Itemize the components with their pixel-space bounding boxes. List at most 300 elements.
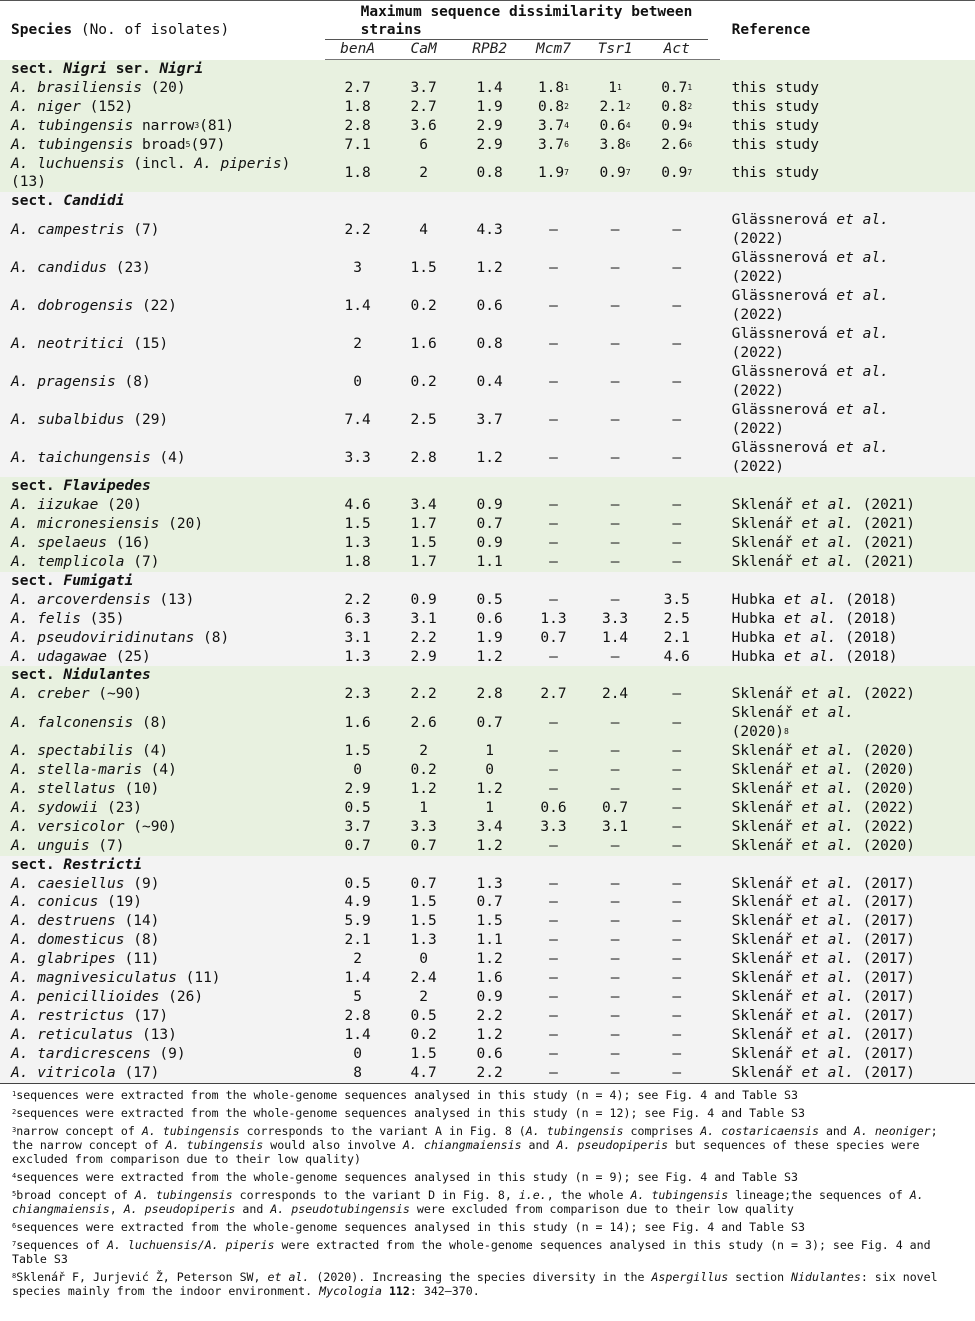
reference-author: Sklenář	[731, 516, 802, 533]
footnote-text: sequences were extracted from the whole-genome sequences analysed in this study (n = 14); see Fig. 4 and Table S3	[16, 1220, 805, 1234]
isolate-count: (8)	[124, 932, 160, 949]
value-text: 3.3	[601, 610, 629, 627]
value-RPB2	[457, 780, 523, 799]
table-row	[0, 136, 975, 155]
value-text: –	[610, 221, 620, 238]
reference-etal: et al.	[836, 250, 889, 267]
value-RPB2	[457, 154, 523, 192]
footnote-text: section	[728, 1270, 792, 1284]
value-text: –	[549, 714, 558, 731]
value-Tsr1	[584, 875, 646, 894]
spacer-cell	[708, 893, 720, 912]
value-text: –	[549, 932, 558, 949]
value-text: 0.8	[476, 335, 503, 352]
species-cell	[0, 439, 325, 477]
isolate-count: (152)	[80, 98, 134, 115]
value-Mcm7	[523, 325, 585, 363]
value-CaM	[391, 211, 457, 249]
value-Mcm7	[523, 893, 585, 912]
value-text: 3.3	[344, 449, 371, 466]
reference-etal: et al.	[801, 1045, 854, 1062]
reference-etal: et al.	[784, 610, 837, 627]
species-cell	[0, 893, 325, 912]
value-text: –	[610, 449, 620, 466]
isolate-count: (19)	[98, 894, 142, 911]
value-text: –	[610, 875, 620, 892]
section-name: Nigri	[63, 60, 108, 77]
value-text: 5.9	[344, 913, 371, 930]
value-Act	[646, 496, 708, 515]
reference-text: this study	[731, 79, 819, 96]
section-name: Candidi	[63, 193, 125, 210]
value-Mcm7	[523, 1064, 585, 1083]
footnote-text: Nidulantes	[791, 1270, 861, 1284]
value-CaM	[391, 761, 457, 780]
value-text: 0.9	[661, 117, 688, 134]
value-text: –	[610, 497, 620, 514]
table-row	[0, 629, 975, 648]
reference-text: this study	[731, 164, 819, 181]
reference-cell	[720, 553, 975, 572]
value-text: –	[549, 648, 558, 665]
species-cell	[0, 610, 325, 629]
value-benA	[325, 553, 391, 572]
table-row	[0, 591, 975, 610]
value-Tsr1	[584, 685, 646, 704]
value-Tsr1	[584, 1026, 646, 1045]
reference-cell	[720, 648, 975, 667]
species-name: A. glabripes	[11, 951, 116, 968]
value-CaM	[391, 931, 457, 950]
value-CaM	[391, 893, 457, 912]
value-text: –	[549, 1026, 558, 1043]
value-text: –	[672, 818, 682, 835]
value-text: –	[672, 799, 682, 816]
value-Tsr1	[584, 515, 646, 534]
value-Tsr1	[584, 211, 646, 249]
value-Act	[646, 912, 708, 931]
value-CaM	[391, 363, 457, 401]
reference-author: Hubka	[731, 610, 785, 627]
value-CaM	[391, 136, 457, 155]
value-text: –	[672, 297, 682, 314]
value-text: 1.1	[476, 553, 503, 570]
value-text: 2.1	[344, 932, 371, 949]
reference-etal: et al.	[836, 326, 889, 343]
species-name-2: A. piperis	[194, 156, 282, 173]
value-RPB2	[457, 931, 523, 950]
reference-etal: et al.	[801, 705, 854, 722]
value-benA	[325, 988, 391, 1007]
value-text: 1	[485, 799, 495, 816]
value-text: –	[610, 1007, 620, 1024]
isolate-count: (13)	[150, 591, 195, 608]
value-text: –	[610, 297, 620, 314]
table-row	[0, 950, 975, 969]
value-text: –	[672, 743, 682, 760]
isolate-count: (13)	[133, 1026, 177, 1043]
reference-cell	[720, 893, 975, 912]
species-name: A. reticulatus	[11, 1026, 134, 1043]
species-qualifier: narrow	[133, 117, 195, 134]
reference-etal: et al.	[801, 875, 854, 892]
value-text: 1.8	[537, 79, 565, 96]
isolate-count: (8)	[133, 714, 169, 731]
value-text: –	[549, 989, 558, 1005]
table-row	[0, 875, 975, 894]
section-header-row	[0, 192, 975, 211]
isolate-count: (23)	[98, 799, 142, 816]
isolate-count: (16)	[107, 535, 151, 552]
species-cell	[0, 1026, 325, 1045]
reference-cell	[720, 515, 975, 534]
species-cell	[0, 136, 325, 155]
value-text: 4.3	[476, 221, 503, 238]
superscript: 8	[12, 1272, 17, 1280]
value-Mcm7	[523, 799, 585, 818]
reference-author: Sklenář	[731, 951, 802, 968]
footnote-text: narrow concept of	[16, 1124, 142, 1138]
spacer-cell	[708, 1007, 720, 1026]
value-Act	[646, 629, 708, 648]
value-text: –	[610, 259, 620, 276]
value-text: 8	[353, 1064, 362, 1081]
value-Mcm7	[523, 1007, 585, 1026]
reference-author: Sklenář	[731, 913, 802, 930]
value-text: 1.9	[476, 629, 503, 646]
value-Mcm7	[523, 629, 585, 648]
spacer-cell	[708, 136, 720, 155]
reference-etal: et al.	[801, 553, 854, 570]
reference-year: (2021)	[853, 516, 915, 533]
value-text: 1.2	[410, 781, 437, 798]
value-text: –	[610, 535, 620, 552]
reference-etal: et al.	[836, 288, 889, 305]
value-benA	[325, 780, 391, 799]
value-RPB2	[457, 211, 523, 249]
footnote-1	[0, 1088, 975, 1102]
table-row	[0, 98, 975, 117]
value-text: 1.5	[344, 743, 371, 760]
value-Mcm7	[523, 610, 585, 629]
value-text: 3.1	[410, 610, 437, 627]
value-benA	[325, 912, 391, 931]
reference-cell	[720, 610, 975, 629]
footnote-text: sequences of	[16, 1238, 107, 1252]
footnote-text: A. pseudopiperis	[123, 1202, 236, 1216]
reference-etal: et al.	[801, 516, 854, 533]
superscript: 7	[687, 167, 693, 177]
footnote-text: A. pseudopiperis	[556, 1138, 669, 1152]
value-CaM	[391, 79, 457, 98]
value-text: 2.6	[410, 714, 437, 731]
reference-author: Sklenář	[731, 818, 802, 835]
value-text: 2.1	[599, 98, 626, 115]
reference-year: (2022)	[853, 818, 915, 835]
value-text: –	[610, 1045, 620, 1062]
value-Mcm7	[523, 591, 585, 610]
value-Act	[646, 1064, 708, 1083]
reference-etal: et al.	[784, 591, 837, 608]
value-RPB2	[457, 98, 523, 117]
value-text: –	[610, 591, 620, 608]
footnote-text: A. tubingensis	[165, 1138, 264, 1152]
isolate-count: (4)	[133, 743, 169, 760]
reference-cell	[720, 401, 975, 439]
value-Act	[646, 799, 708, 818]
reference-cell	[720, 117, 975, 136]
value-CaM	[391, 818, 457, 837]
value-text: 2.2	[410, 686, 437, 703]
footnote-text: A. tubingensis	[525, 1124, 624, 1138]
superscript: 4	[687, 120, 693, 130]
reference-etal: et al.	[801, 1026, 854, 1043]
spacer-cell	[708, 515, 720, 534]
value-text: –	[549, 1007, 558, 1024]
isolate-count: (7)	[124, 221, 160, 238]
value-text: 0.7	[661, 79, 688, 96]
section-title	[0, 666, 975, 685]
value-text: 2.3	[344, 686, 371, 703]
isolate-count: (17)	[124, 1007, 169, 1024]
spacer-cell	[708, 1026, 720, 1045]
footnote-text: A. chiangmaiensis	[402, 1138, 522, 1152]
value-benA	[325, 534, 391, 553]
footnote-text: A. tubingensis	[141, 1124, 240, 1138]
spacer-cell	[708, 439, 720, 477]
value-text: 0.7	[410, 837, 437, 854]
superscript: 1	[12, 1090, 17, 1098]
reference-etal: et al.	[801, 535, 854, 552]
value-RPB2	[457, 969, 523, 988]
table-row	[0, 780, 975, 799]
isolate-count: (20)	[159, 516, 204, 533]
value-Mcm7	[523, 439, 585, 477]
species-name: A. stellatus	[11, 781, 116, 798]
value-text: 1.3	[344, 535, 371, 552]
footnote-text: A. costaricaensis	[700, 1124, 819, 1138]
value-text: 0.2	[410, 373, 437, 390]
value-Mcm7	[523, 912, 585, 931]
value-benA	[325, 1064, 391, 1083]
reference-cell	[720, 799, 975, 818]
footnote-text: A. pseudotubingensis	[270, 1202, 410, 1216]
value-Tsr1	[584, 591, 646, 610]
spacer-cell	[708, 969, 720, 988]
value-Tsr1	[584, 363, 646, 401]
species-name: A. creber	[11, 686, 90, 703]
value-text: 0.8	[537, 98, 565, 115]
value-CaM	[391, 117, 457, 136]
value-RPB2	[457, 591, 523, 610]
value-Tsr1	[584, 837, 646, 856]
value-text: –	[549, 497, 558, 514]
value-text: –	[610, 1026, 620, 1043]
value-text: –	[672, 497, 682, 514]
value-text: –	[549, 1045, 558, 1062]
value-Mcm7	[523, 648, 585, 667]
superscript: 4	[12, 1172, 17, 1180]
value-text: 2	[419, 164, 428, 181]
value-text: 1.2	[476, 1026, 503, 1043]
reference-year: (2021)	[853, 497, 915, 514]
value-CaM	[391, 1007, 457, 1026]
value-text: 2.7	[540, 686, 567, 703]
value-CaM	[391, 648, 457, 667]
species-name: A. iizukae	[11, 497, 99, 514]
table-row	[0, 818, 975, 837]
value-Act	[646, 648, 708, 667]
value-RPB2	[457, 1064, 523, 1083]
species-cell	[0, 401, 325, 439]
species-name: A. pragensis	[11, 373, 116, 390]
value-text: 1.2	[476, 259, 503, 276]
reference-year: (2017)	[853, 1007, 915, 1024]
value-text: –	[672, 553, 682, 570]
reference-etal: et al.	[836, 402, 889, 419]
value-text: 1.5	[410, 894, 437, 911]
isolate-count: (17)	[115, 1064, 160, 1081]
isolate-count: (4)	[141, 762, 177, 779]
table-row	[0, 704, 975, 742]
species-cell	[0, 837, 325, 856]
species-name: A. candidus	[11, 259, 108, 276]
superscript: 1	[687, 82, 693, 92]
value-text: –	[672, 221, 682, 238]
spacer-cell	[708, 1064, 720, 1083]
isolate-count: (9)	[124, 875, 160, 892]
footnote-text: were extracted from the whole-genome sequences analysed in this study (n = 3); see Fig. 4 and Table S3	[12, 1238, 931, 1266]
superscript: 6	[12, 1222, 17, 1230]
paren: )	[281, 156, 291, 173]
table-row	[0, 912, 975, 931]
species-cell	[0, 988, 325, 1007]
reference-author: Sklenář	[731, 535, 802, 552]
value-benA	[325, 969, 391, 988]
reference-year: (2020)	[853, 837, 915, 854]
species-name: A. restrictus	[11, 1007, 125, 1024]
gene-header-benA: benA	[325, 40, 391, 60]
reference-cell	[720, 875, 975, 894]
value-Act	[646, 931, 708, 950]
value-RPB2	[457, 249, 523, 287]
value-benA	[325, 325, 391, 363]
value-text: –	[549, 259, 558, 276]
isolate-count: (35)	[80, 610, 125, 627]
value-text: 4.9	[344, 894, 371, 911]
value-text: 0	[419, 951, 428, 968]
value-CaM	[391, 969, 457, 988]
species-column-header: Species (No. of isolates)	[11, 21, 230, 38]
value-benA	[325, 287, 391, 325]
table-row	[0, 1007, 975, 1026]
value-text: –	[549, 373, 558, 390]
table-row	[0, 325, 975, 363]
value-Mcm7	[523, 875, 585, 894]
value-text: –	[549, 970, 558, 987]
reference-author: Sklenář	[731, 970, 802, 987]
value-text: –	[672, 781, 682, 798]
isolate-count: (8)	[194, 629, 230, 646]
isolate-count: (13)	[11, 174, 46, 191]
species-cell	[0, 912, 325, 931]
value-text: 0.2	[410, 297, 437, 314]
value-Act	[646, 117, 708, 136]
footnote-4	[0, 1170, 975, 1184]
value-text: –	[672, 913, 682, 930]
value-text: –	[672, 449, 682, 466]
reference-author: Sklenář	[731, 837, 802, 854]
value-text: 2.9	[476, 136, 503, 153]
value-text: –	[549, 875, 558, 892]
reference-author: Glässnerová	[731, 402, 837, 419]
spacer-cell	[708, 249, 720, 287]
reference-author: Sklenář	[731, 781, 802, 798]
value-benA	[325, 742, 391, 761]
species-cell	[0, 496, 325, 515]
reference-author: Glässnerová	[731, 250, 837, 267]
table-row	[0, 648, 975, 667]
superscript: 6	[564, 139, 569, 149]
value-benA	[325, 591, 391, 610]
species-cell	[0, 685, 325, 704]
superscript: 1	[617, 82, 622, 92]
value-text: 1.9	[537, 164, 565, 181]
reference-author: Glässnerová	[731, 440, 837, 457]
section-title	[0, 856, 975, 875]
footnote-text: i.e.	[518, 1188, 547, 1202]
value-RPB2	[457, 534, 523, 553]
value-benA	[325, 931, 391, 950]
value-text: –	[610, 516, 620, 533]
value-Mcm7	[523, 136, 585, 155]
reference-etal: et al.	[801, 1007, 854, 1024]
value-text: 1.8	[344, 164, 371, 181]
species-cell	[0, 931, 325, 950]
species-name: A. tubingensis	[11, 117, 134, 134]
value-text: –	[672, 1026, 682, 1043]
value-text: –	[610, 932, 620, 949]
value-text: 1.4	[601, 629, 629, 646]
footnote-text	[382, 1284, 389, 1298]
value-Tsr1	[584, 1064, 646, 1083]
value-Mcm7	[523, 98, 585, 117]
value-text: 1.7	[410, 553, 437, 570]
value-text: 0.9	[661, 164, 688, 181]
value-text: 0.7	[601, 799, 629, 816]
reference-cell	[720, 1026, 975, 1045]
value-RPB2	[457, 950, 523, 969]
footnote-text: A. tubingensis	[630, 1188, 729, 1202]
reference-year: (2021)	[853, 535, 915, 552]
value-RPB2	[457, 553, 523, 572]
value-text: 3	[353, 259, 362, 276]
reference-year: (2020)	[853, 781, 915, 798]
value-text: 2	[419, 989, 428, 1005]
value-text: –	[672, 762, 682, 779]
value-text: –	[610, 913, 620, 930]
value-Act	[646, 553, 708, 572]
value-text: 2.2	[476, 1007, 503, 1024]
superscript: 7	[12, 1240, 17, 1248]
value-CaM	[391, 98, 457, 117]
species-cell	[0, 249, 325, 287]
reference-etal: et al.	[801, 686, 854, 703]
footnote-text: and	[818, 1124, 854, 1138]
value-benA	[325, 211, 391, 249]
table-row	[0, 117, 975, 136]
gene-header-Tsr1: Tsr1	[584, 40, 646, 60]
